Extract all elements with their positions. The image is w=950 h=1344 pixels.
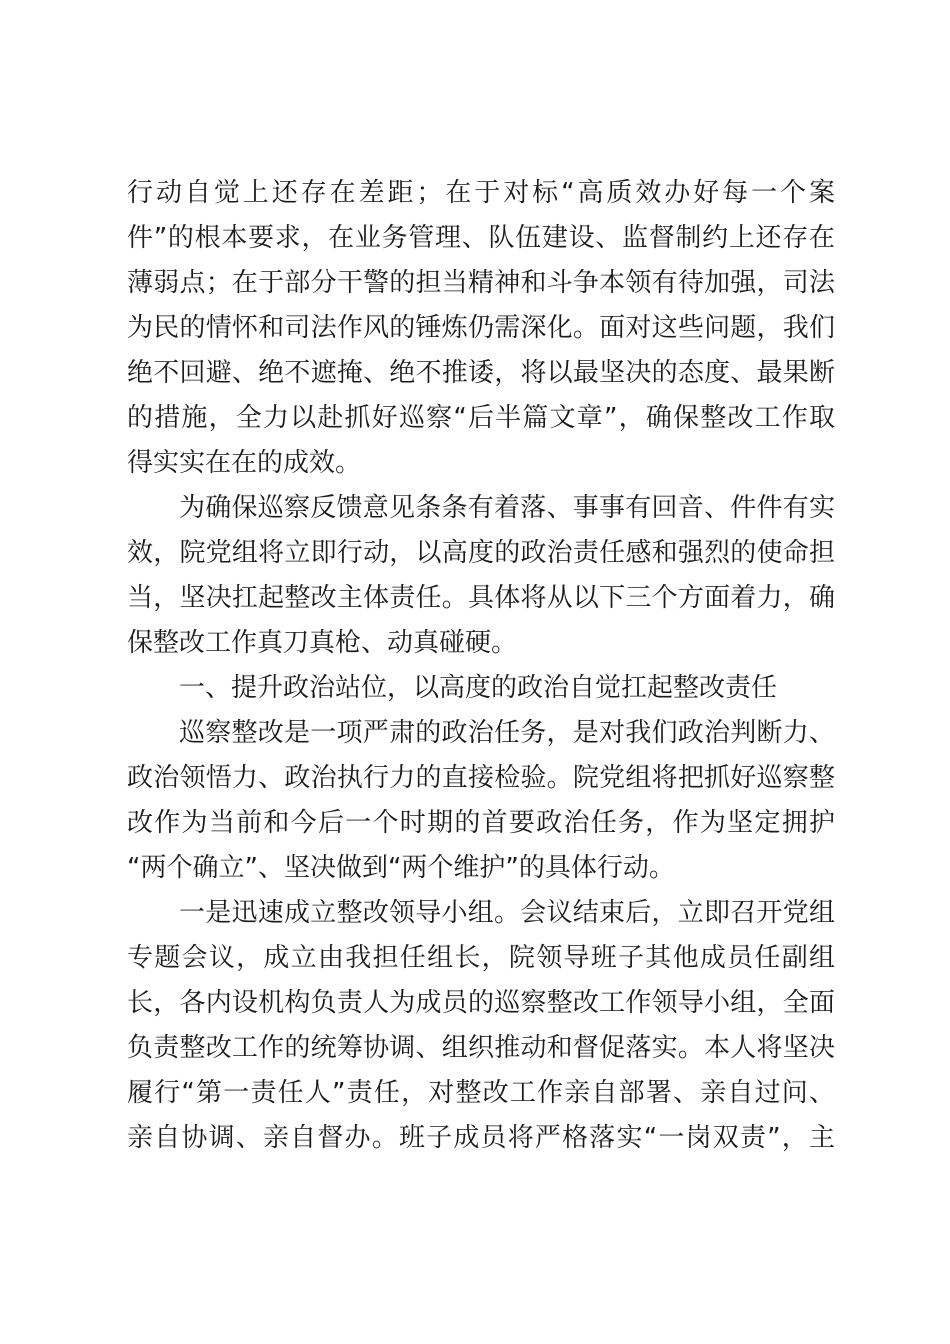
text-line: 件”的根本要求，在业务管理、队伍建设、监督制约上还存在 (127, 223, 835, 253)
text-line: “两个确立”、坚决做到“两个维护”的具体行动。 (127, 853, 675, 883)
text-line: 政治领悟力、政治执行力的直接检验。院党组将把抓好巡察整 (127, 763, 835, 793)
text-line: 行动自觉上还存在差距；在于对标“高质效办好每一个案 (127, 178, 835, 208)
text-line: 当，坚决扛起整改主体责任。具体将从以下三个方面着力，确 (127, 583, 835, 613)
text-line: 一是迅速成立整改领导小组。会议结束后，立即召开党组 (179, 898, 835, 928)
text-line: 得实实在在的成效。 (127, 448, 362, 478)
text-line: 亲自协调、亲自督办。班子成员将严格落实“一岗双责”，主 (127, 1123, 835, 1153)
text-line: 履行“第一责任人”责任，对整改工作亲自部署、亲自过问、 (127, 1078, 835, 1108)
text-line: 一、提升政治站位，以高度的政治自觉扛起整改责任 (179, 673, 778, 703)
text-line: 巡察整改是一项严肃的政治任务，是对我们政治判断力、 (179, 718, 835, 748)
text-line: 为确保巡察反馈意见条条有着落、事事有回音、件件有实 (179, 493, 835, 523)
text-line: 绝不回避、绝不遮掩、绝不推诿，将以最坚决的态度、最果断 (127, 358, 835, 388)
body-text (127, 171, 835, 1161)
text-line: 薄弱点；在于部分干警的担当精神和斗争本领有待加强，司法 (127, 268, 835, 298)
text-line: 改作为当前和今后一个时期的首要政治任务，作为坚定拥护 (127, 808, 835, 838)
text-line: 效，院党组将立即行动，以高度的政治责任感和强烈的使命担 (127, 538, 835, 568)
text-line: 为民的情怀和司法作风的锤炼仍需深化。面对这些问题，我们 (127, 313, 835, 343)
text-line: 负责整改工作的统筹协调、组织推动和督促落实。本人将坚决 (127, 1033, 835, 1063)
text-line: 长，各内设机构负责人为成员的巡察整改工作领导小组，全面 (127, 988, 835, 1018)
text-line: 专题会议，成立由我担任组长，院领导班子其他成员任副组 (127, 943, 835, 973)
text-line: 保整改工作真刀真枪、动真碰硬。 (127, 628, 518, 658)
text-line: 的措施，全力以赴抓好巡察“后半篇文章”，确保整改工作取 (127, 403, 835, 433)
